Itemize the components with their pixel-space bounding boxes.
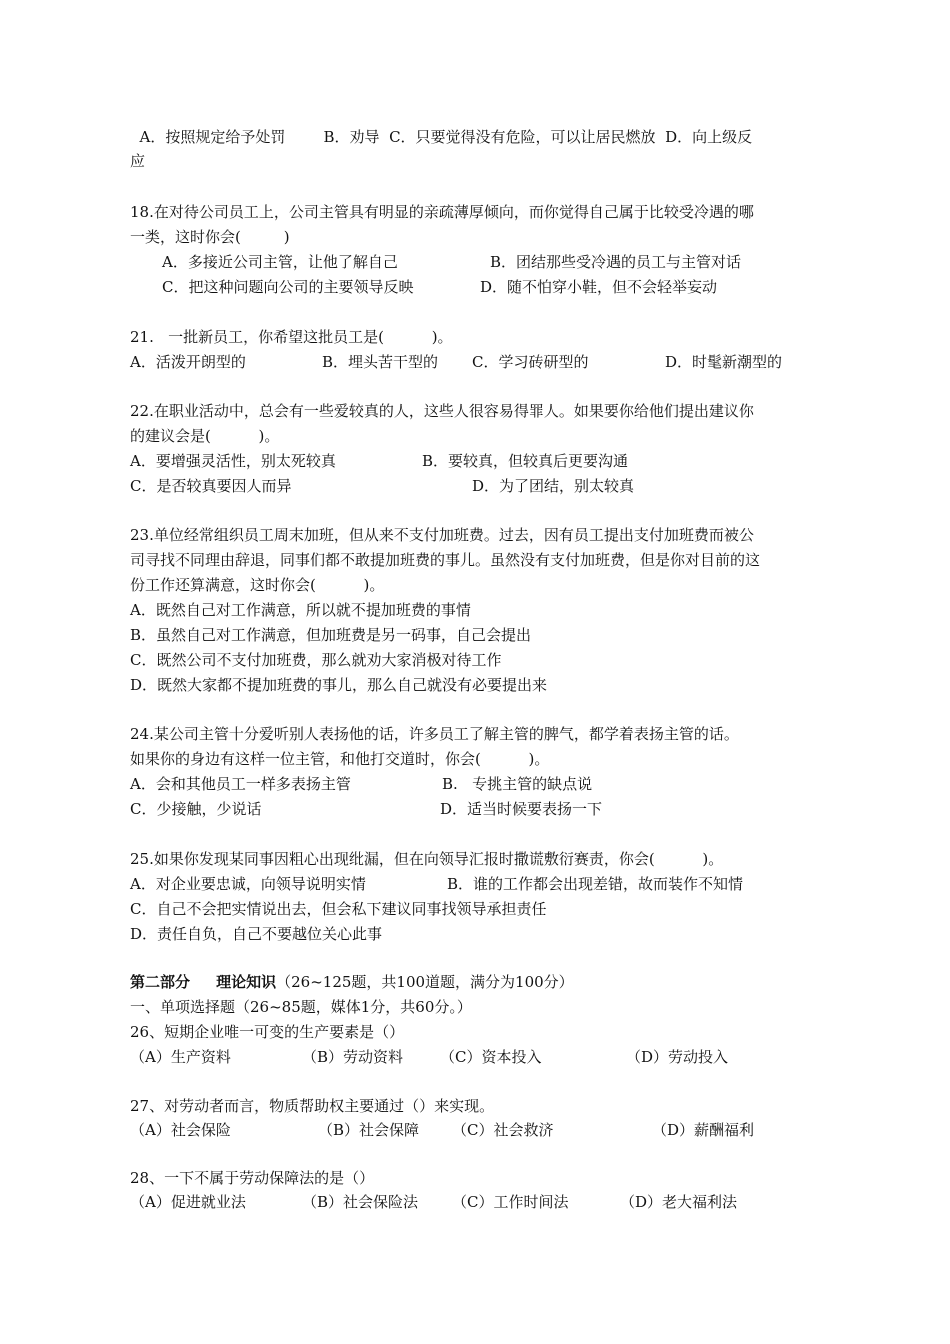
q26-option-b: （B）劳动资料 <box>302 1048 404 1066</box>
q22-option-c: C．是否较真要因人而异 <box>130 477 292 495</box>
q23-option-b: B．虽然自己对工作满意，但加班费是另一码事，自己会提出 <box>130 626 532 644</box>
q18-option-c: C．把这种问题向公司的主要领导反映 <box>162 278 414 296</box>
q22-stem-line-1: 22.在职业活动中，总会有一些爱较真的人，这些人很容易得罪人。如果要你给他们提出建议你 <box>130 402 754 420</box>
q25-option-c: C．自己不会把实情说出去，但会私下建议同事找领导承担责任 <box>130 900 547 918</box>
part2-note: （26~125题，共100道题，满分为100分） <box>276 973 574 991</box>
q28-stem: 28、一下不属于劳动保障法的是（） <box>130 1169 375 1187</box>
q27-option-c: （C）社会救济 <box>452 1121 554 1139</box>
q26-option-a: （A）生产资料 <box>130 1048 231 1066</box>
q24-stem-line-2: 如果你的身边有这样一位主管，和他打交道时，你会( )。 <box>130 750 550 768</box>
q23-stem-line-1: 23.单位经常组织员工周末加班，但从来不支付加班费。过去，因有员工提出支付加班费而被公 <box>130 526 754 544</box>
q27-option-b: （B）社会保障 <box>318 1121 420 1139</box>
q28-option-d: （D）老大福利法 <box>620 1193 738 1211</box>
q22-option-a: A．要增强灵活性，别太死较真 <box>130 452 336 470</box>
q23-stem-line-2: 司寻找不同理由辞退，同事们都不敢提加班费的事儿。虽然没有支付加班费，但是你对目前的这 <box>130 551 761 569</box>
q18-stem-line-1: 18.在对待公司员工上，公司主管具有明显的亲疏薄厚倾向，而你觉得自己属于比较受冷遇的哪 <box>130 203 754 221</box>
q17-options-continuation: 应 <box>130 152 146 170</box>
q23-option-c: C．既然公司不支付加班费，那么就劝大家消极对待工作 <box>130 651 502 669</box>
q21-option-a: A．活泼开朗型的 <box>130 353 246 371</box>
q27-option-a: （A）社会保险 <box>130 1121 231 1139</box>
q18-option-d: D．随不怕穿小鞋，但不会轻举妄动 <box>480 278 718 296</box>
q21-option-c: C．学习砖研型的 <box>472 353 589 371</box>
q21-option-b: B．埋头苦干型的 <box>322 353 439 371</box>
q27-option-d: （D）薪酬福利 <box>652 1121 755 1139</box>
q24-option-a: A．会和其他员工一样多表扬主管 <box>130 775 351 793</box>
q21-option-d: D．时髦新潮型的 <box>665 353 783 371</box>
q25-option-b: B．谁的工作都会出现差错，故而装作不知情 <box>447 875 744 893</box>
q25-stem: 25.如果你发现某同事因粗心出现纰漏，但在向领导汇报时撒谎敷衍赛责，你会( )。 <box>130 850 724 868</box>
q25-option-a: A．对企业要忠诚，向领导说明实情 <box>130 875 366 893</box>
q25-option-d: D．责任自负，自己不要越位关心此事 <box>130 925 383 943</box>
q18-option-b: B．团结那些受冷遇的员工与主管对话 <box>490 253 742 271</box>
q23-stem-line-3: 份工作还算满意，这时你会( )。 <box>130 576 385 594</box>
q22-stem-line-2: 的建议会是( )。 <box>130 427 280 445</box>
q26-option-d: （D）劳动投入 <box>626 1048 729 1066</box>
q28-option-c: （C）工作时间法 <box>452 1193 569 1211</box>
q24-option-d: D．适当时候要表扬一下 <box>440 800 603 818</box>
q28-option-a: （A）促进就业法 <box>130 1193 246 1211</box>
q22-option-d: D．为了团结，别太较真 <box>472 477 635 495</box>
q27-stem: 27、对劳动者而言，物质帮助权主要通过（）来实现。 <box>130 1097 495 1115</box>
q22-option-b: B．要较真，但较真后更要沟通 <box>422 452 629 470</box>
q28-option-b: （B）社会保险法 <box>302 1193 419 1211</box>
q24-stem-line-1: 24.某公司主管十分爱听别人表扬他的话，许多员工了解主管的脾气，都学着表扬主管的话。 <box>130 725 739 743</box>
q24-option-b: B. 专挑主管的缺点说 <box>442 775 593 793</box>
part2-heading <box>130 972 574 992</box>
q17-options-line: A．按照规定给予处罚 B．劝导 C．只要觉得没有危险，可以让居民燃放 D．向上级反 <box>130 128 753 146</box>
q26-stem: 26、短期企业唯一可变的生产要素是（） <box>130 1023 405 1041</box>
q21-stem: 21. 一批新员工，你希望这批员工是( )。 <box>130 328 453 346</box>
q18-option-a: A．多接近公司主管，让他了解自己 <box>162 253 398 271</box>
q23-option-a: A．既然自己对工作满意，所以就不提加班费的事情 <box>130 601 471 619</box>
part2-label: 第二部分 理论知识 <box>130 973 277 991</box>
q26-option-c: （C）资本投入 <box>440 1048 542 1066</box>
q24-option-c: C．少接触，少说话 <box>130 800 262 818</box>
section-heading: 一、单项选择题（26~85题，媒体1分，共60分。） <box>130 998 472 1016</box>
q18-stem-line-2: 一类，这时你会( ) <box>130 228 290 246</box>
q23-option-d: D．既然大家都不提加班费的事儿，那么自己就没有必要提出来 <box>130 676 548 694</box>
